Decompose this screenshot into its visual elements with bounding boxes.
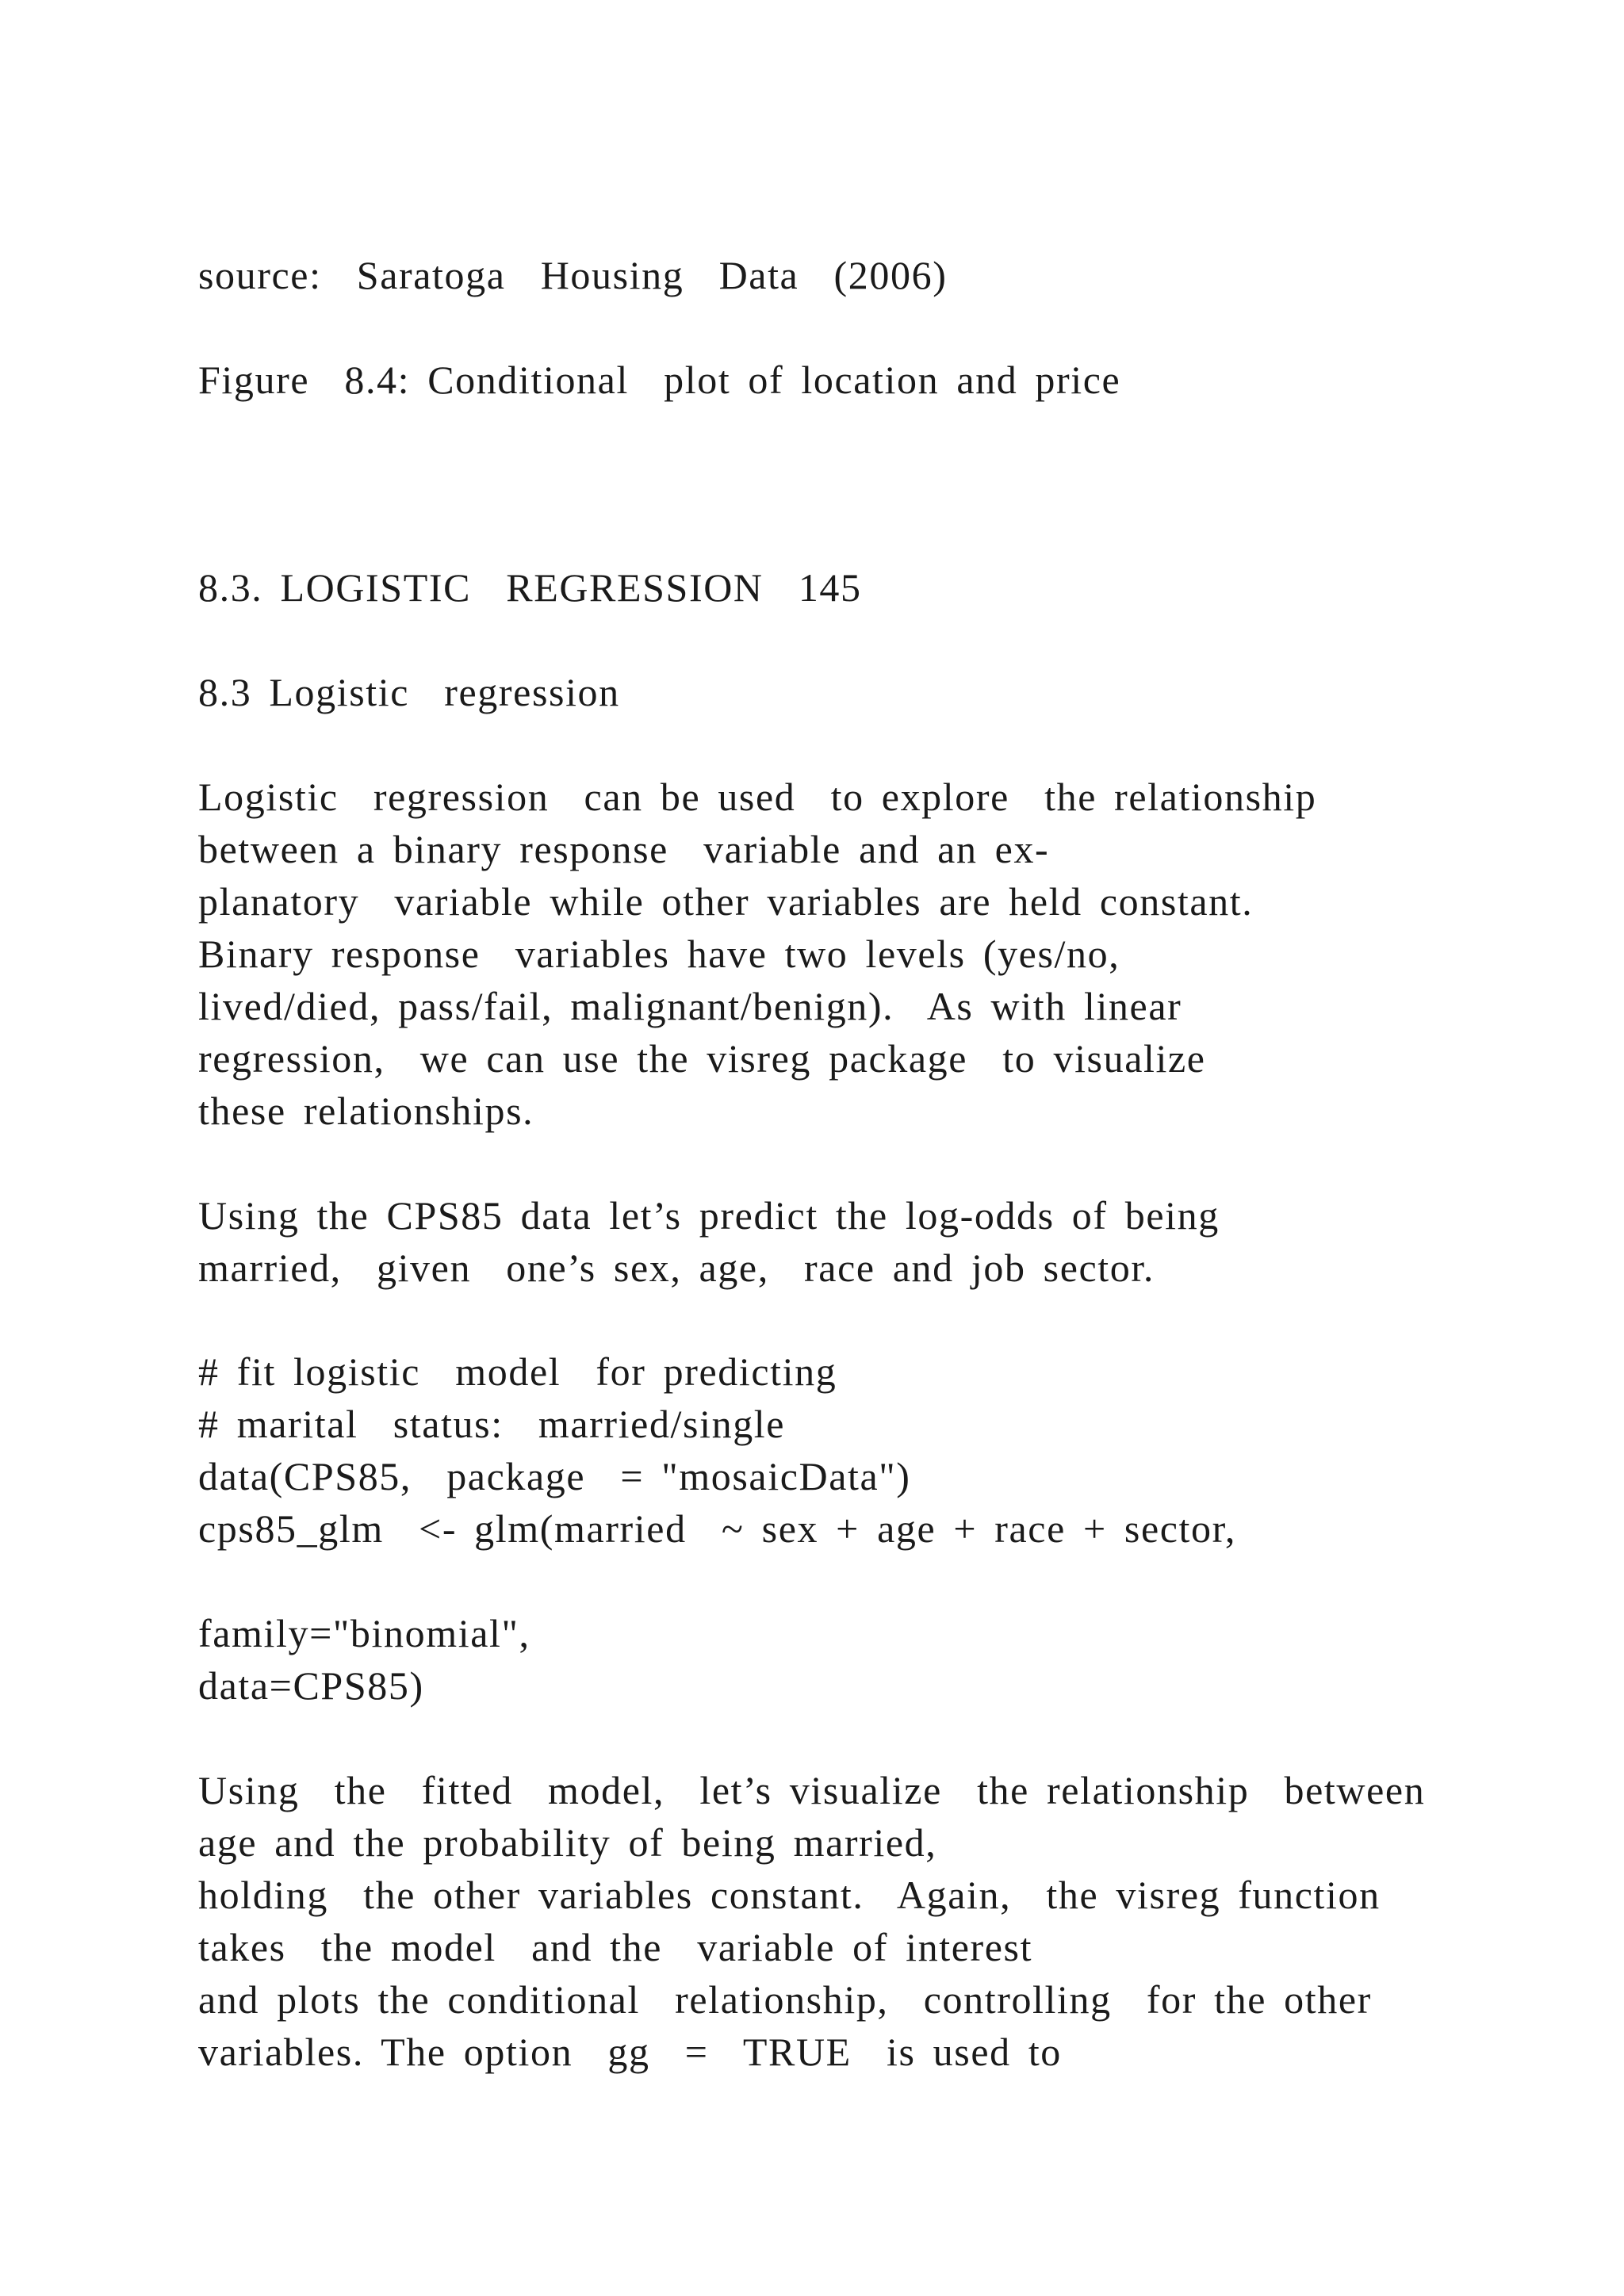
paragraph-line: married, given one’s sex, age, race and job sector.: [198, 1246, 1155, 1290]
code-line: data=CPS85): [198, 1663, 424, 1708]
paragraph-line: Using the CPS85 data let’s predict the log-odds of being: [198, 1193, 1220, 1238]
paragraph-line: Using the fitted model, let’s visualize the relationship between: [198, 1768, 1426, 1812]
code-line: family="binomial",: [198, 1611, 530, 1655]
paragraph-line: planatory variable while other variables are held constant.: [198, 879, 1254, 924]
paragraph-line: takes the model and the variable of interest: [198, 1925, 1033, 1969]
paragraph-line: these relationships.: [198, 1089, 534, 1133]
figure-caption: Figure 8.4: Conditional plot of location and price: [198, 358, 1121, 402]
paragraph-line: and plots the conditional relationship, controlling for the other: [198, 1977, 1372, 2022]
paragraph-line: variables. The option gg = TRUE is used to: [198, 2030, 1062, 2074]
code-line: data(CPS85, package = "mosaicData"): [198, 1454, 911, 1498]
paragraph-line: holding the other variables constant. Again, the visreg function: [198, 1873, 1381, 1917]
paragraph-line: between a binary response variable and an ex-: [198, 827, 1050, 871]
code-line: # marital status: married/single: [198, 1402, 786, 1446]
source-line: source: Saratoga Housing Data (2006): [198, 253, 948, 297]
code-line: cps85_glm <- glm(married ~ sex + age + race + sector,: [198, 1506, 1236, 1551]
paragraph-line: regression, we can use the visreg package to visualize: [198, 1036, 1206, 1081]
paragraph-line: lived/died, pass/fail, malignant/benign). As with linear: [198, 984, 1182, 1028]
running-header: 8.3. LOGISTIC REGRESSION 145: [198, 565, 862, 610]
paragraph-line: Logistic regression can be used to explore the relationship: [198, 775, 1317, 819]
paragraph-line: age and the probability of being married,: [198, 1820, 937, 1865]
code-line: # fit logistic model for predicting: [198, 1349, 837, 1394]
section-heading: 8.3 Logistic regression: [198, 670, 620, 714]
paragraph-line: Binary response variables have two levels (yes/no,: [198, 932, 1120, 976]
